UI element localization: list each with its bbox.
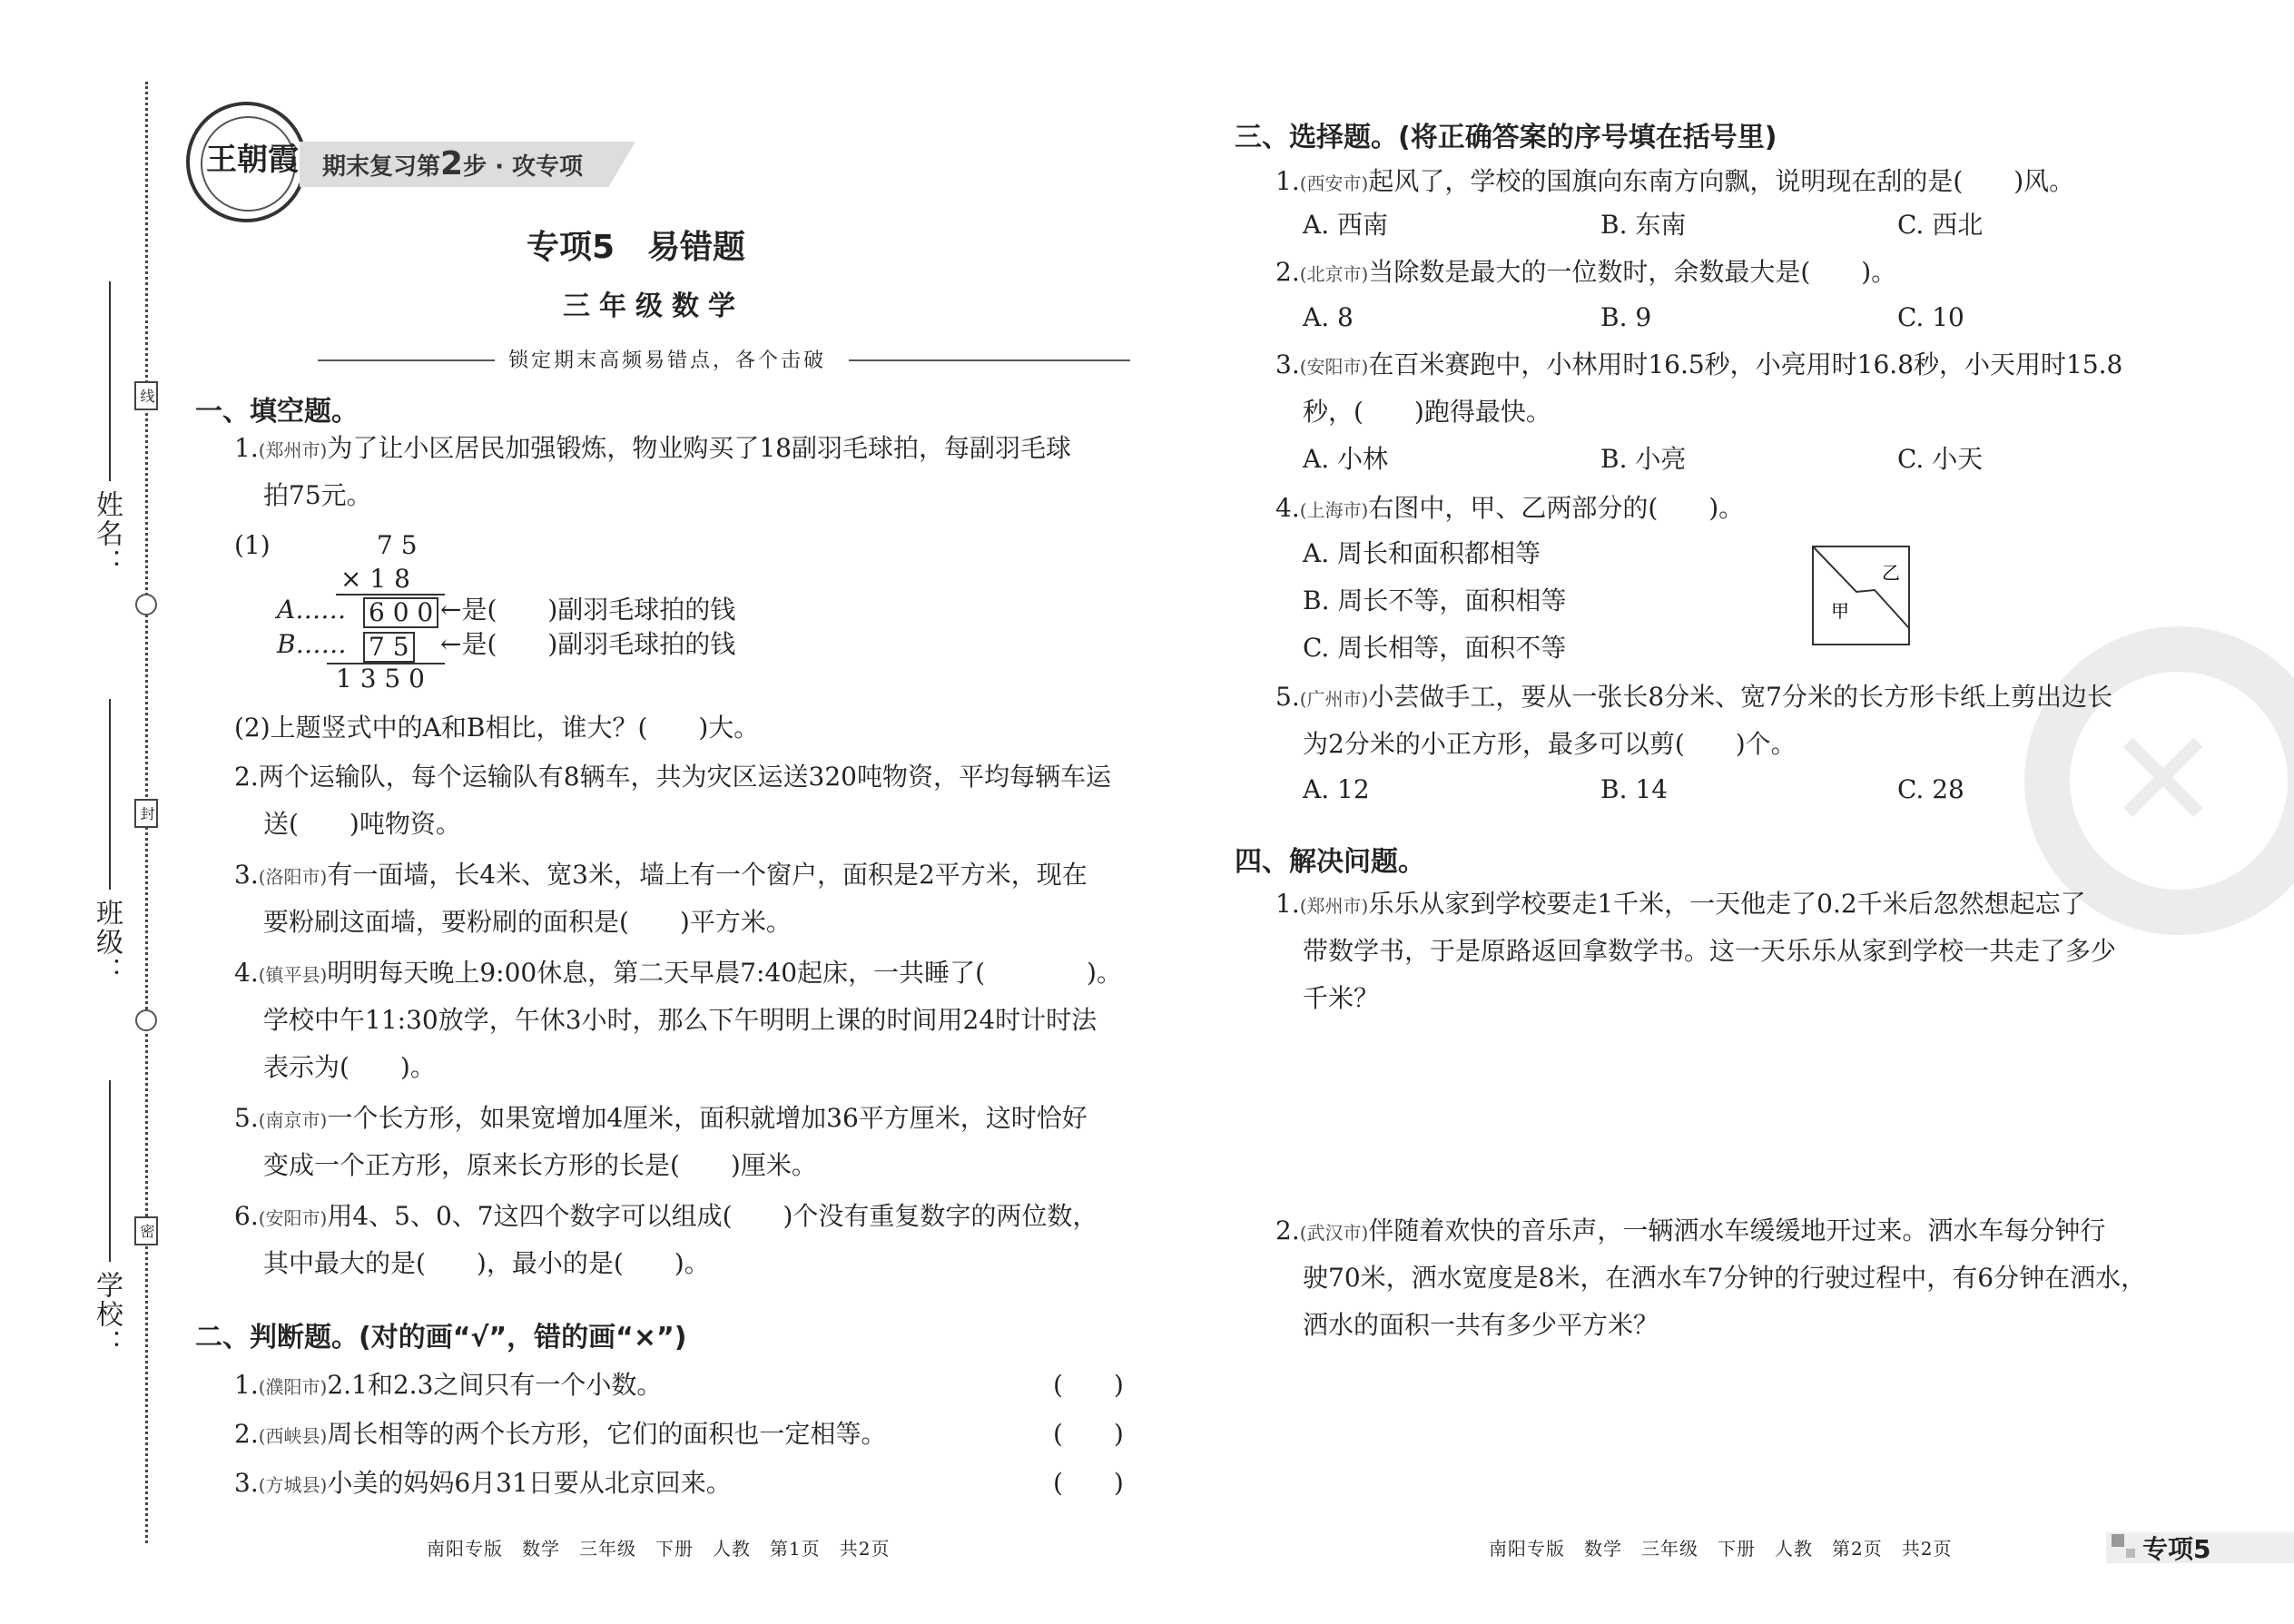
row-a-text: ←是( )副羽毛球拍的钱 xyxy=(440,595,736,625)
row-b-box: 7 5 xyxy=(363,632,415,663)
s3-q2-opt-b[interactable]: B. 9 xyxy=(1600,302,1652,332)
vertical-calc-multiplier: × 1 8 xyxy=(340,564,410,594)
class-label: 班级： xyxy=(91,899,123,986)
school-field-line[interactable] xyxy=(109,1080,111,1262)
s1-q4-line2: 学校中午11:30放学，午休3小时，那么下午明明上课的时间用24时计时法 xyxy=(263,1005,1098,1035)
s1-q1-line1: 1.(郑州市)为了让小区居民加强锻炼，物业购买了18副羽毛球拍，每副羽毛球 xyxy=(234,433,1071,463)
s3-q2-opt-a[interactable]: A. 8 xyxy=(1303,302,1354,332)
name-field-line[interactable] xyxy=(109,281,111,481)
s1-q2-line2: 送( )吨物资。 xyxy=(263,809,461,839)
s3-q3-opt-b[interactable]: B. 小亮 xyxy=(1600,444,1687,474)
slogan-rule-left xyxy=(318,359,495,361)
vertical-calc-top: 7 5 xyxy=(377,530,418,560)
s2-answer-paren-2[interactable]: ( ) xyxy=(1053,1419,1124,1449)
page-title: 专项5 易错题 xyxy=(527,229,746,266)
s3-q1-opt-c[interactable]: C. 西北 xyxy=(1897,210,1984,240)
s3-q1-opt-b[interactable]: B. 东南 xyxy=(1600,210,1687,240)
s1-q5-line2: 变成一个正方形，原来长方形的长是( )厘米。 xyxy=(263,1150,817,1180)
section-3-heading: 三、选择题。(将正确答案的序号填在括号里) xyxy=(1235,122,1777,153)
row-b-text: ←是( )副羽毛球拍的钱 xyxy=(440,629,736,659)
s2-answer-paren-3[interactable]: ( ) xyxy=(1053,1468,1124,1498)
logo-text: 王朝霞 xyxy=(206,142,299,178)
binding-hole-icon xyxy=(135,1009,157,1031)
s1-q4-line3: 表示为( )。 xyxy=(263,1052,436,1082)
s1-q1-sub1-label: (1) xyxy=(234,530,271,560)
s2-item-2: 2.(西峡县)周长相等的两个长方形，它们的面积也一定相等。 xyxy=(234,1419,887,1449)
section-2-heading: 二、判断题。(对的画“√”，错的画“×”) xyxy=(195,1322,687,1353)
s3-q1: 1.(西安市)起风了，学校的国旗向东南方向飘，说明现在刮的是( )风。 xyxy=(1275,166,2075,196)
s3-q2-opt-c[interactable]: C. 10 xyxy=(1897,302,1964,332)
s3-q5-opt-c[interactable]: C. 28 xyxy=(1897,774,1964,804)
name-label: 姓名： xyxy=(91,490,123,577)
s4-q1-line3: 千米？ xyxy=(1303,983,1380,1013)
row-b-label: B…… xyxy=(277,629,347,659)
s1-q3-line2: 要粉刷这面墙，要粉刷的面积是( )平方米。 xyxy=(263,907,792,937)
s4-q2-line2: 驶70米，洒水宽度是8米，在洒水车7分钟的行驶过程中，有6分钟在洒水， xyxy=(1303,1263,2147,1293)
footer-right: 南阳专版 数学 三年级 下册 人教 第2页 共2页 xyxy=(1489,1538,1953,1560)
s3-q5-line2: 为2分米的小正方形，最多可以剪( )个。 xyxy=(1303,729,1797,759)
s3-q5-line1: 5.(广州市)小芸做手工，要从一张长8分米、宽7分米的长方形卡纸上剪出边长 xyxy=(1275,682,2112,712)
figure-label-yi: 乙 xyxy=(1882,562,1900,584)
s1-q5-line1: 5.(南京市)一个长方形，如果宽增加4厘米，面积就增加36平方厘米，这时恰好 xyxy=(234,1103,1088,1133)
s3-q3-opt-a[interactable]: A. 小林 xyxy=(1303,444,1389,474)
s2-item-3: 3.(方城县)小美的妈妈6月31日要从北京回来。 xyxy=(234,1468,732,1498)
s3-q4-opt-a[interactable]: A. 周长和面积都相等 xyxy=(1303,538,1541,568)
s3-q3-line2: 秒，( )跑得最快。 xyxy=(1303,397,1551,427)
s2-answer-paren-1[interactable]: ( ) xyxy=(1053,1370,1124,1400)
s1-q6-line2: 其中最大的是( )，最小的是( )。 xyxy=(263,1248,710,1278)
vertical-calc-rule xyxy=(336,594,445,595)
s1-q1-sub2: (2)上题竖式中的A和B相比，谁大？( )大。 xyxy=(234,713,760,743)
s2-item-1: 1.(濮阳市)2.1和2.3之间只有一个小数。 xyxy=(234,1370,663,1400)
section-1-heading: 一、填空题。 xyxy=(195,396,359,428)
figure-label-jia: 甲 xyxy=(1831,600,1849,622)
s3-q4-figure xyxy=(1811,545,1911,649)
badge-square-icon xyxy=(2126,1549,2135,1558)
s1-q4-line1: 4.(镇平县)明明每天晚上9:00休息，第二天早晨7:40起床，一共睡了( )。 xyxy=(234,958,1122,988)
row-a-label: A…… xyxy=(277,595,347,625)
s3-q5-opt-b[interactable]: B. 14 xyxy=(1600,774,1669,804)
s3-q3-opt-c[interactable]: C. 小天 xyxy=(1897,444,1984,474)
s3-q2: 2.(北京市)当除数是最大的一位数时，余数最大是( )。 xyxy=(1275,257,1897,287)
s4-q1-line2: 带数学书，于是原路返回拿数学书。这一天乐乐从家到学校一共走了多少 xyxy=(1303,936,2117,966)
class-field-line[interactable] xyxy=(109,699,111,890)
s4-q1-line1: 1.(郑州市)乐乐从家到学校要走1千米，一天他走了0.2千米后忽然想起忘了 xyxy=(1275,889,2086,919)
s3-q4-opt-c[interactable]: C. 周长相等，面积不等 xyxy=(1303,633,1567,663)
s3-q4: 4.(上海市)右图中，甲、乙两部分的( )。 xyxy=(1275,493,1745,523)
section-badge: 专项5 xyxy=(2142,1534,2211,1564)
row-a-box: 6 0 0 xyxy=(363,597,438,628)
watermark-glyph: ✕ xyxy=(2106,702,2220,860)
seal-mark-xian: 线 xyxy=(134,381,158,410)
footer-left: 南阳专版 数学 三年级 下册 人教 第1页 共2页 xyxy=(427,1538,891,1560)
badge-square-icon xyxy=(2112,1534,2124,1547)
binding-hole-icon xyxy=(135,594,157,615)
s1-q3-line1: 3.(洛阳市)有一面墙，长4米、宽3米，墙上有一个窗户，面积是2平方米，现在 xyxy=(234,860,1088,890)
seal-mark-mi: 密 xyxy=(134,1216,158,1245)
s4-q2-line1: 2.(武汉市)伴随着欢快的音乐声，一辆洒水车缓缓地开过来。洒水车每分钟行 xyxy=(1275,1216,2106,1245)
brand-logo-seal xyxy=(186,102,307,222)
s3-q3-line1: 3.(安阳市)在百米赛跑中，小林用时16.5秒，小亮用时16.8秒，小天用时15.8 xyxy=(1275,349,2123,379)
s3-q5-opt-a[interactable]: A. 12 xyxy=(1303,774,1370,804)
slogan: 锁定期末高频易错点，各个击破 xyxy=(508,349,827,372)
s1-q6-line1: 6.(安阳市)用4、5、0、7这四个数字可以组成( )个没有重复数字的两位数， xyxy=(234,1201,1098,1231)
seal-mark-feng: 封 xyxy=(134,799,158,828)
s1-q1-line2: 拍75元。 xyxy=(263,480,372,510)
page-subtitle: 三年级数学 xyxy=(563,290,744,322)
s3-q1-opt-a[interactable]: A. 西南 xyxy=(1303,210,1389,240)
slogan-rule-right xyxy=(849,359,1130,361)
section-4-heading: 四、解决问题。 xyxy=(1235,846,1425,878)
s1-q2-line1: 2.两个运输队，每个运输队有8辆车，共为灾区运送320吨物资，平均每辆车运 xyxy=(234,762,1111,792)
banner-title: 期末复习第2步 · 攻专项 xyxy=(322,145,584,182)
vertical-calc-result: 1 3 5 0 xyxy=(336,664,425,694)
s4-q2-line3: 洒水的面积一共有多少平方米？ xyxy=(1303,1310,1659,1340)
s3-q4-opt-b[interactable]: B. 周长不等，面积相等 xyxy=(1303,586,1567,615)
school-label: 学校： xyxy=(91,1271,123,1358)
